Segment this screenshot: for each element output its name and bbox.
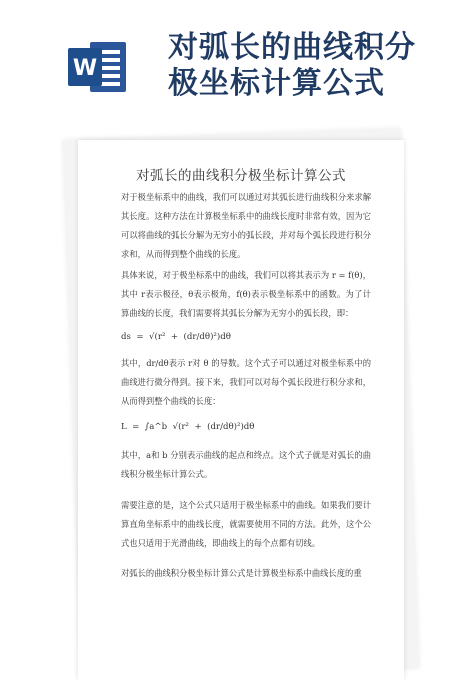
equation-ds: ds = √(r² + (dr/dθ)²)dθ xyxy=(121,332,231,342)
equation-length: L = ∫a^b √(r² + (dr/dθ)²)dθ xyxy=(121,422,255,432)
paragraph-6: 对弧长的曲线积分极坐标计算公式是计算极坐标系中曲线长度的重 xyxy=(121,568,362,578)
header-title xyxy=(168,30,468,102)
document-page xyxy=(78,140,404,680)
paragraph-3: 其中，dr/dθ表示 r对 θ 的导数。这个式子可以通过对极坐标系中的曲线进行微分得到。接下来，我们可以对每个弧长段进行积分求和，从而得到整个曲线的长度： xyxy=(121,358,371,406)
paragraph-2: 具体来说，对于极坐标系中的曲线，我们可以将其表示为 r = f(θ)，其中 r表示极径，θ表示极角，f(θ)表示极坐标系中的函数。为了计算曲线的长度，我们需要将其弧长分解为无穷小的弧长段，即： xyxy=(121,270,371,318)
header-title-line-2: 极坐标计算公式 xyxy=(168,66,385,101)
paragraph-5: 需要注意的是，这个公式只适用于极坐标系中的曲线。如果我们要计算直角坐标系中的曲线长度，就需要使用不同的方法。此外，这个公式也只适用于光滑曲线，即曲线上的每个点都有切线。 xyxy=(121,500,371,548)
word-logo-letter: W xyxy=(72,56,98,81)
paragraph-4: 其中，a和 b 分别表示曲线的起点和终点。这个式子就是对弧长的曲线积分极坐标计算公式。 xyxy=(121,450,371,479)
word-document-icon xyxy=(68,36,130,98)
document-title: 对弧长的曲线积分极坐标计算公式 xyxy=(136,168,346,184)
header-title-line-1: 对弧长的曲线积分 xyxy=(168,30,416,65)
header xyxy=(0,0,474,120)
paragraph-1: 对于极坐标系中的曲线，我们可以通过对其弧长进行曲线积分来求解其长度。这种方法在计算极坐标系中的曲线长度时非常有效，因为它可以将曲线的弧长分解为无穷小的弧长段，并对每个弧长段进行积分求和，从而得到整个曲线的长度。 xyxy=(121,192,371,259)
